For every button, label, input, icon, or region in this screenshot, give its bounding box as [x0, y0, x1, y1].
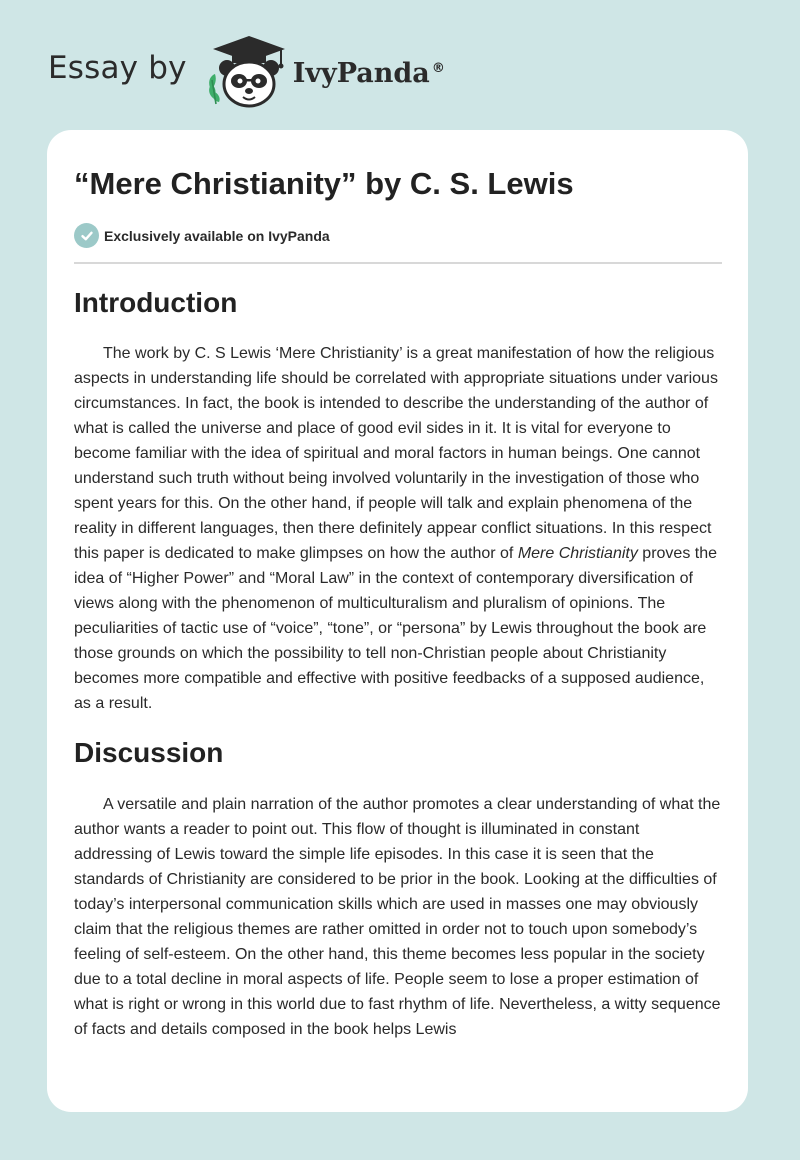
- panda-mascot-icon: [201, 32, 291, 112]
- discussion-paragraph: A versatile and plain narration of the author promotes a clear understanding of what the author wants a reader to point out. This flow of thought is illuminated in constant addressing of Lewis toward the simple life episodes. In this case it is seen that the standards of Christianity are considered to be prior in the book. Looking at the difficulties of today’s interpersonal communication skills which are used in masses one may obviously claim that the religious themes are rather omitted in order not to touch upon somebody’s feeling of self-esteem. On the other hand, this theme becomes less popular in the society due to a total decline in moral aspects of life. People seem to lose a proper estimation of what is right or wrong in this world due to fast rhythm of life. Nevertheless, a witty sequence of facts and details composed in the book helps Lewis: [74, 796, 721, 1038]
- site-logo[interactable]: [48, 32, 445, 112]
- introduction-paragraph: The work by C. S Lewis ‘Mere Christianity’ is a great manifestation of how the religious aspects in understanding life should be correlated with appropriate situations under various circumstances. In fact, the book is intended to describe the understanding of the author of what is called the universe and place of good evil sides in it. It is vital for everyone to become familiar with the idea of spiritual and moral factors in human beings. One cannot understand such truth without being involved voluntarily in the investigation of those who spent years for this. On the other hand, if people will talk and explain phenomena of the reality in different languages, then there definitely appear conflict situations. In this respect this paper is dedicated to make glimpses on how the author of Mere Christianity proves the idea of “Higher Power” and “Moral Law” in the context of contemporary diversification of views along with the phenomenon of multiculturalism and pluralism of opinions. The peculiarities of tactic use of “voice”, “tone”, or “persona” by Lewis throughout the book are those grounds on which the possibility to tell non-Christian people about Christianity becomes more compatible and effective with positive feedbacks of a supposed audience, as a result.: [74, 345, 718, 712]
- logo-name: IvyPanda ®: [292, 57, 445, 89]
- check-icon: [74, 223, 99, 248]
- section-heading-introduction: Introduction: [74, 287, 238, 318]
- essay-card: [47, 130, 748, 1112]
- book-title-italic: Mere Christianity: [517, 545, 638, 562]
- registered-mark: ®: [431, 60, 445, 76]
- logo-prefix: Essay by: [48, 50, 187, 86]
- exclusive-badge: [74, 223, 722, 264]
- exclusive-label: Exclusively available on IvyPanda: [104, 227, 330, 244]
- page-title: “Mere Christianity” by C. S. Lewis: [74, 166, 574, 201]
- section-heading-discussion: Discussion: [74, 737, 224, 768]
